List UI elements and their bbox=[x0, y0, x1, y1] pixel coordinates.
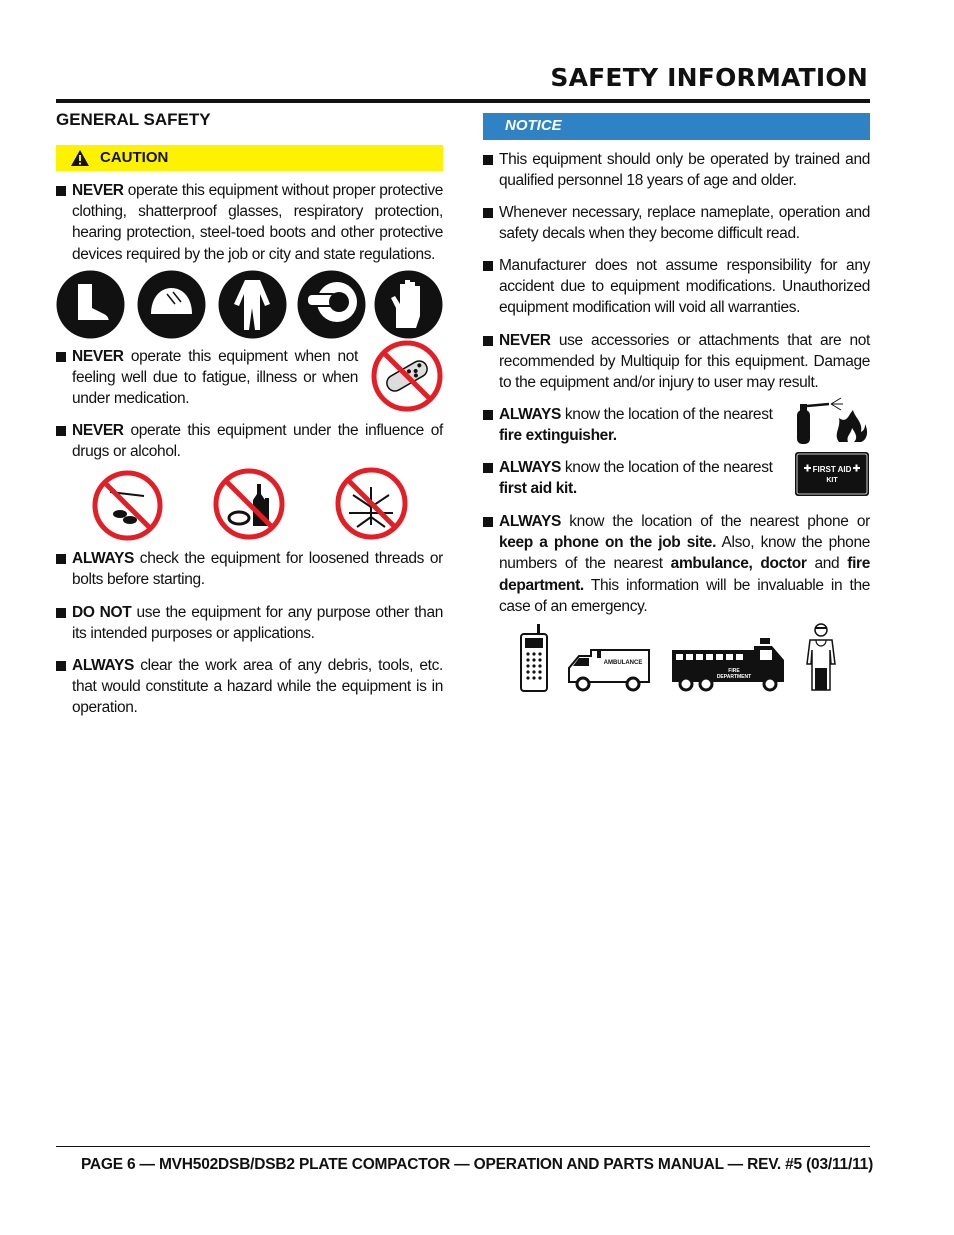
no-medication-icon bbox=[371, 340, 443, 412]
kit-label: KIT bbox=[826, 477, 838, 484]
caution-banner bbox=[56, 145, 443, 171]
list-item: Manufacturer does not assume responsibility for any accident due to equipment modifications. Unauthorized equipment modification will void all warranties. bbox=[483, 255, 870, 319]
bullet-square bbox=[483, 261, 493, 271]
list-item: ALWAYS know the location of the nearest first aid kit. bbox=[483, 457, 788, 499]
caution-label: CAUTION bbox=[100, 149, 169, 166]
bullet-square bbox=[483, 517, 493, 527]
page-title: SAFETY INFORMATION bbox=[550, 63, 868, 92]
boot-icon bbox=[56, 270, 125, 339]
ambulance-label: AMBULANCE bbox=[603, 660, 643, 666]
hard-hat-icon bbox=[137, 270, 206, 339]
no-marijuana-icon bbox=[335, 467, 408, 540]
fire-extinguisher-icon bbox=[793, 396, 869, 446]
list-item: NEVER use accessories or attachments that are not recommended by Multiquip for this equipment. Damage to the equipment and/or injury to user may result. bbox=[483, 330, 870, 394]
no-alcohol-icon bbox=[213, 468, 285, 540]
department-label: DEPARTMENT bbox=[716, 674, 752, 680]
first-aid-label: FIRST AID bbox=[812, 465, 852, 474]
bullet-square bbox=[483, 155, 493, 165]
fire-truck-icon bbox=[670, 638, 786, 692]
bullet-square bbox=[483, 208, 493, 218]
bullet-square bbox=[483, 336, 493, 346]
ear-goggles-icon bbox=[297, 270, 366, 339]
coverall-icon bbox=[218, 270, 287, 339]
bullet-square bbox=[483, 410, 493, 420]
list-item: DO NOT use the equipment for any purpose other than its intended purposes or applications. bbox=[56, 602, 443, 644]
page-footer: PAGE 6 — MVH502DSB/DSB2 PLATE COMPACTOR — OPERATION AND PARTS MANUAL — REV. #5 (03/11/11) bbox=[80, 1156, 874, 1173]
list-item: ALWAYS know the location of the nearest phone or keep a phone on the job site. Also, know the phone numbers of the nearest ambulance, doctor and fire department. This information will be invaluable in the case of an emergency. bbox=[483, 511, 870, 617]
bullet-square bbox=[56, 186, 66, 196]
bullet-square bbox=[56, 352, 66, 362]
ambulance-icon bbox=[567, 646, 651, 692]
no-drugs-icon bbox=[92, 470, 163, 541]
title-rule bbox=[56, 99, 870, 103]
list-item: NEVER operate this equipment under the influence of drugs or alcohol. bbox=[56, 420, 443, 462]
warning-icon bbox=[70, 149, 90, 167]
phone-icon bbox=[519, 624, 549, 692]
list-item: This equipment should only be operated by trained and qualified personnel 18 years of age and older. bbox=[483, 149, 870, 191]
list-item: NEVER operate this equipment without proper protective clothing, shatterproof glasses, respiratory protection, hearing protection, steel-toed boots and other protective devices required by the job or city and state regulations. bbox=[56, 180, 443, 265]
glove-icon bbox=[374, 270, 443, 339]
first-aid-kit-icon bbox=[795, 452, 869, 496]
bullet-square bbox=[56, 608, 66, 618]
doctor-icon bbox=[806, 622, 836, 692]
list-item: ALWAYS clear the work area of any debris, tools, etc. that would constitute a hazard while the equipment is in operation. bbox=[56, 655, 443, 719]
list-item: Whenever necessary, replace nameplate, operation and safety decals when they become difficult read. bbox=[483, 202, 870, 244]
bullet-square bbox=[56, 426, 66, 436]
notice-label: NOTICE bbox=[505, 117, 562, 134]
notice-banner bbox=[483, 113, 870, 140]
list-item: ALWAYS check the equipment for loosened threads or bolts before starting. bbox=[56, 548, 443, 590]
bullet-square bbox=[56, 554, 66, 564]
bullet-square bbox=[483, 463, 493, 473]
footer-rule bbox=[56, 1146, 870, 1147]
list-item: NEVER operate this equipment when not feeling well due to fatigue, illness or when under medication. bbox=[56, 346, 358, 410]
list-item: ALWAYS know the location of the nearest fire extinguisher. bbox=[483, 404, 788, 446]
fire-label: FIRE bbox=[728, 668, 740, 674]
section-heading: GENERAL SAFETY bbox=[56, 110, 211, 129]
bullet-square bbox=[56, 661, 66, 671]
